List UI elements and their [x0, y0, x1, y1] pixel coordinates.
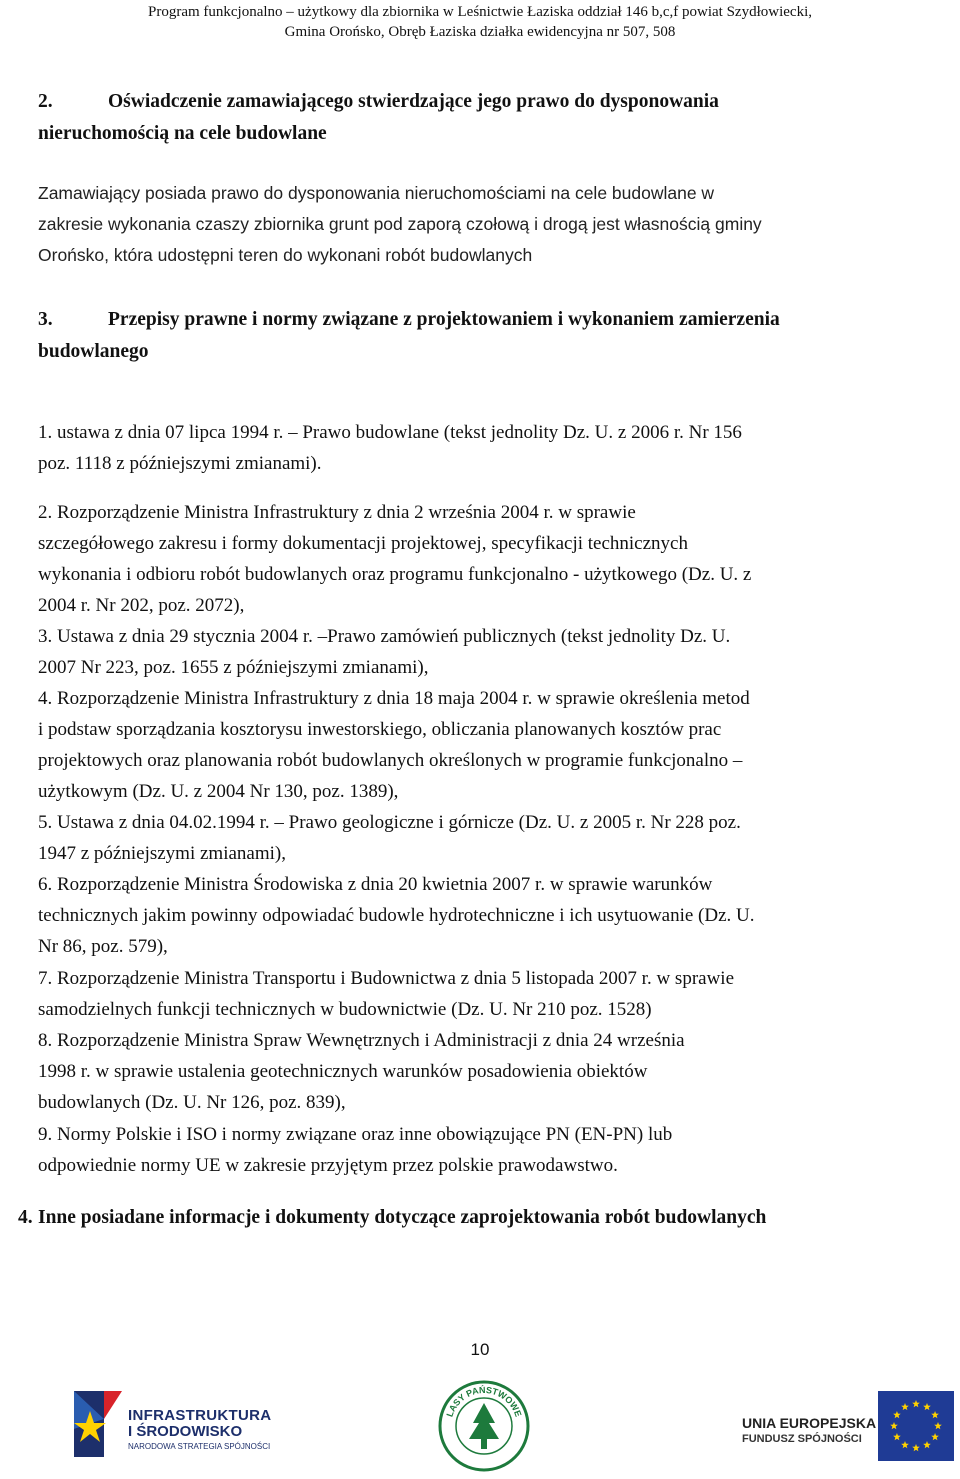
section-2-heading	[38, 86, 928, 150]
section-2-body-line: zakresie wykonania czaszy zbiornika grunt pod zaporą czołową i drogą jest własnością gminy	[38, 214, 762, 234]
section-2-body-line: Zamawiający posiada prawo do dysponowania nieruchomościami na cele budowlane w	[38, 183, 715, 203]
law-line: Nr 86, poz. 579),	[38, 936, 168, 957]
law-line: 1947 z późniejszymi zmianami),	[38, 843, 286, 864]
section-2-title-line-2: nieruchomością na cele budowlane	[38, 123, 327, 144]
law-line: technicznych jakim powinny odpowiadać budowle hydrotechniczne i ich usytuowanie (Dz. U.	[38, 905, 755, 926]
law-line: wykonania i odbioru robót budowlanych oraz programu funkcjonalno - użytkowego (Dz. U. z	[38, 564, 752, 585]
law-line: 9. Normy Polskie i ISO i normy związane oraz inne obowiązujące PN (EN-PN) lub	[38, 1124, 673, 1145]
ue-title: UNIA EUROPEJSKA	[742, 1415, 877, 1431]
law-line: budowlanych (Dz. U. Nr 126, poz. 839),	[38, 1092, 346, 1113]
law-line: 2. Rozporządzenie Ministra Infrastruktury z dnia 2 września 2004 r. w sprawie	[38, 502, 636, 523]
law-line: 2007 Nr 223, poz. 1655 z późniejszymi zmianami),	[38, 657, 429, 678]
lasy-panstwowe-logo	[437, 1379, 531, 1473]
infra-subtitle: NARODOWA STRATEGIA SPÓJNOŚCI	[128, 1442, 271, 1451]
unia-europejska-logo	[728, 1391, 956, 1467]
header-line-2: Gmina Orońsko, Obręb Łaziska działka ewidencyjna nr 507, 508	[284, 24, 676, 40]
law-line: i podstaw sporządzania kosztorysu inwestorskiego, obliczania planowanych kosztów prac	[38, 719, 722, 740]
law-line: 1998 r. w sprawie ustalenia geotechnicznych warunków posadowienia obiektów	[38, 1061, 648, 1082]
law-line: 5. Ustawa z dnia 04.02.1994 r. – Prawo geologiczne i górnicze (Dz. U. z 2005 r. Nr 228 poz.	[38, 812, 741, 833]
law-line: 3. Ustawa z dnia 29 stycznia 2004 r. –Prawo zamówień publicznych (tekst jednolity Dz. U.	[38, 626, 731, 647]
section-2-title-line-1: Oświadczenie zamawiającego stwierdzające jego prawo do dysponowania	[108, 91, 719, 112]
law-line: użytkowym (Dz. U. z 2004 Nr 130, poz. 1389),	[38, 781, 399, 802]
infrastruktura-logo	[66, 1389, 286, 1461]
infrastruktura-emblem-icon	[66, 1389, 122, 1459]
lp-arc-text: LASY PAŃSTWOWE	[444, 1384, 524, 1419]
header-line-1: Program funkcjonalno – użytkowy dla zbiornika w Leśnictwie Łaziska oddział 146 b,c,f powiat Szydłowiecki,	[148, 4, 812, 20]
law-line: 8. Rozporządzenie Ministra Spraw Wewnętrznych i Administracji z dnia 24 września	[38, 1030, 685, 1051]
law-line: samodzielnych funkcji technicznych w budownictwie (Dz. U. Nr 210 poz. 1528)	[38, 999, 652, 1020]
section-2-number: 2.	[38, 91, 53, 112]
lasy-panstwowe-icon	[437, 1379, 531, 1473]
law-line: 1. ustawa z dnia 07 lipca 1994 r. – Prawo budowlane (tekst jednolity Dz. U. z 2006 r. Nr 156	[38, 422, 742, 443]
infra-title-line-2: I ŚRODOWISKO	[128, 1423, 243, 1440]
section-3-number: 3.	[38, 309, 53, 330]
section-3-heading	[38, 304, 928, 368]
law-line: szczegółowego zakresu i formy dokumentacji projektowej, specyfikacji technicznych	[38, 533, 688, 554]
section-2-body-line: Orońsko, która udostępni teren do wykonani robót budowlanych	[38, 245, 533, 265]
law-line: 7. Rozporządzenie Ministra Transportu i Budownictwa z dnia 5 listopada 2007 r. w sprawie	[38, 968, 735, 989]
law-line: projektowych oraz planowania robót budowlanych określonych w programie funkcjonalno –	[38, 750, 743, 771]
law-line: 2004 r. Nr 202, poz. 2072),	[38, 595, 245, 616]
section-3-title-line-1: Przepisy prawne i normy związane z projektowaniem i wykonaniem zamierzenia	[108, 309, 780, 330]
law-line: 4. Rozporządzenie Ministra Infrastruktury z dnia 18 maja 2004 r. w sprawie określenia metod	[38, 688, 750, 709]
section-4-heading: 4. Inne posiadane informacje i dokumenty dotyczące zaprojektowania robót budowlanych	[18, 1207, 767, 1228]
page-number: 10	[470, 1340, 490, 1359]
eu-flag-icon	[878, 1391, 954, 1461]
law-line: poz. 1118 z późniejszymi zmianami).	[38, 453, 322, 474]
section-3-title-line-2: budowlanego	[38, 341, 149, 362]
section-2-body	[38, 178, 928, 271]
ue-subtitle: FUNDUSZ SPÓJNOŚCI	[742, 1433, 862, 1445]
section-4-title: Inne posiadane informacje i dokumenty dotyczące zaprojektowania robót budowlanych	[38, 1207, 767, 1228]
law-line: odpowiednie normy UE w zakresie przyjętym przez polskie prawodawstwo.	[38, 1155, 618, 1176]
law-line: 6. Rozporządzenie Ministra Środowiska z dnia 20 kwietnia 2007 r. w sprawie warunków	[38, 874, 713, 895]
page-header	[0, 2, 960, 42]
infra-title-line-1: INFRASTRUKTURA	[128, 1407, 272, 1424]
